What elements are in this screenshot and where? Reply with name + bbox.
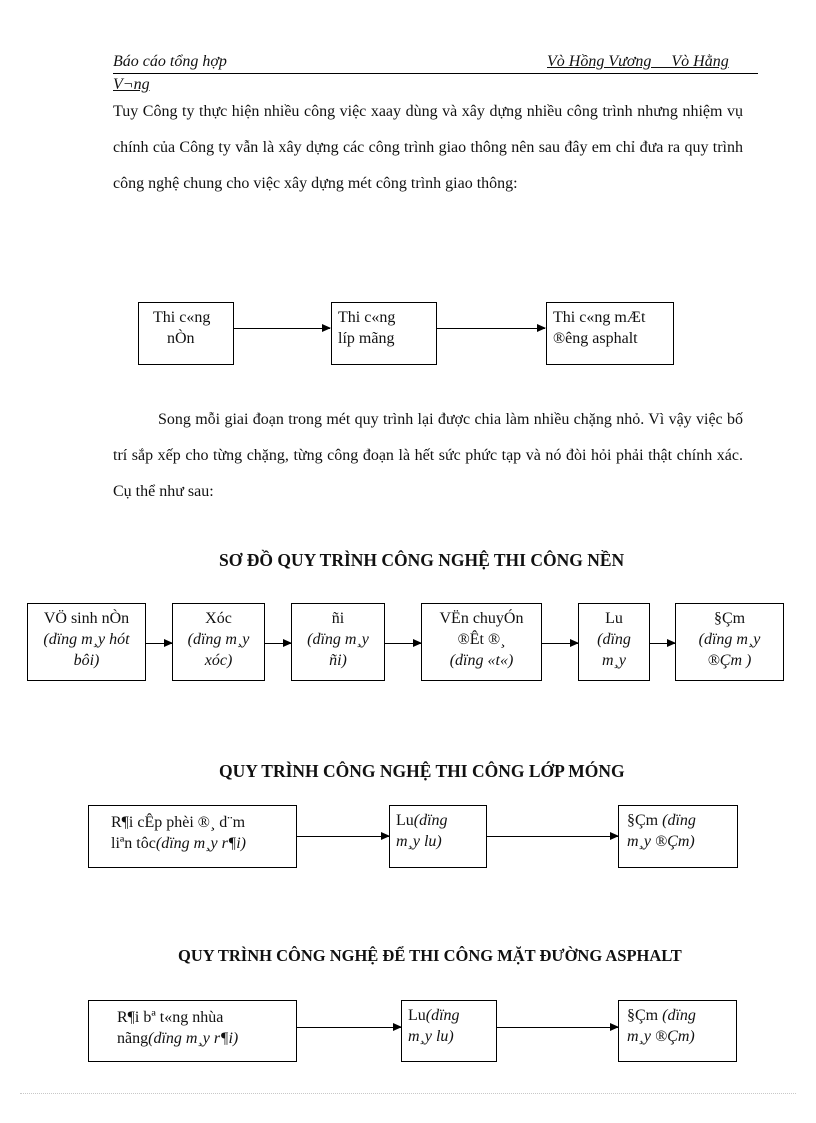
step-text <box>111 833 290 854</box>
step-note: (dïng m¸y r¶i) <box>148 1030 239 1047</box>
step-main: Lu <box>605 610 623 627</box>
overview-step-surface <box>546 302 674 365</box>
arrow-right-icon <box>650 643 675 644</box>
arrow-right-icon <box>146 643 172 644</box>
step-text-part: liªn tôc <box>111 835 156 852</box>
step-text-part: §Çm <box>627 1007 663 1024</box>
section-title-base: QUY TRÌNH CÔNG NGHỆ THI CÔNG LỚP MÓNG <box>219 761 625 781</box>
step-note: m¸y ®Çm) <box>627 1028 695 1045</box>
second-paragraph: Song mỗi giai đoạn trong mét quy trình lại được chia làm nhiều chặng nhỏ. Vì vậy việc bố trí sắp xếp cho từng chặng, từng công đoạn là hết sức phức tạp và nó đòi hỏi phải thật chính xác. Cụ thể như sau: <box>113 411 743 500</box>
arrow-right-icon <box>297 1027 401 1028</box>
step-note: ®Êt ®¸ <box>457 631 506 648</box>
overview-step-line: nÒn <box>167 330 195 347</box>
step-text <box>117 1028 290 1049</box>
step-text <box>627 810 731 831</box>
arrow-right-icon <box>297 836 389 837</box>
step-note: (dïng m¸y r¶i) <box>155 835 246 852</box>
foundation-step-bulldoze <box>291 603 385 681</box>
arrow-right-icon <box>497 1027 618 1028</box>
section-title-foundation: SƠ ĐỒ QUY TRÌNH CÔNG NGHỆ THI CÔNG NỀN <box>219 550 625 570</box>
overview-step-line: Thi c«ng <box>338 309 396 326</box>
step-note: m¸y ®Çm) <box>627 833 695 850</box>
step-text: R¶i cÊp phèi ®¸ d¨m <box>111 814 246 831</box>
step-text-part: Lu <box>396 812 414 829</box>
overview-step-line: líp mãng <box>338 330 395 347</box>
step-text <box>408 1005 490 1026</box>
header-continuation: V¬ng <box>113 76 150 93</box>
header-left: Báo cáo tổng hợp <box>113 53 227 70</box>
arrow-right-icon <box>542 643 578 644</box>
step-main: Xóc <box>205 610 232 627</box>
step-note: (dïng <box>425 1007 460 1024</box>
step-note: (dïng <box>597 631 631 648</box>
arrow-right-icon <box>437 328 545 329</box>
step-note: xóc) <box>204 652 233 669</box>
intro-paragraph: Tuy Công ty thực hiện nhiều công việc xaay dùng và xây dựng nhiều công trình nhưng nhiệm vụ chính của Công ty vẫn là xây dựng các công trình giao thông nên sau đây em chỉ đưa ra quy trình công nghệ chung cho việc xây dựng mét công trình giao thông: <box>113 103 743 192</box>
step-text <box>396 810 480 831</box>
step-note: bôi) <box>73 652 100 669</box>
overview-step-line: ®êng asphalt <box>553 330 638 347</box>
foundation-step-compact <box>675 603 784 681</box>
base-step-spread <box>88 805 297 868</box>
section-title-surface: QUY TRÌNH CÔNG NGHỆ ĐỂ THI CÔNG MẶT ĐƯỜNG ASPHALT <box>178 946 682 965</box>
step-note: ñi) <box>329 652 347 669</box>
step-text-part: §Çm <box>627 812 663 829</box>
footer-rule <box>20 1093 796 1094</box>
step-note: (dïng m¸y <box>187 631 250 648</box>
step-text-part: Lu <box>408 1007 426 1024</box>
overview-step-line: Thi c«ng mÆt <box>553 309 646 326</box>
surface-step-roll <box>401 1000 497 1062</box>
step-note: m¸y lu) <box>408 1028 454 1045</box>
step-main: VÖ sinh nÒn <box>43 610 130 627</box>
step-main: §Çm <box>713 610 746 627</box>
step-main: VËn chuyÓn <box>439 610 524 627</box>
step-text: R¶i bª t«ng nhùa <box>117 1009 224 1026</box>
step-note: (dïng <box>413 812 448 829</box>
base-step-compact <box>618 805 738 868</box>
arrow-right-icon <box>385 643 421 644</box>
overview-step-foundation <box>138 302 234 365</box>
header-right: Vò Hồng Vương Vò Hằng <box>547 53 729 70</box>
step-text <box>627 1005 730 1026</box>
overview-step-line: Thi c«ng <box>153 309 211 326</box>
overview-step-base <box>331 302 437 365</box>
step-note: (dïng m¸y <box>698 631 761 648</box>
arrow-right-icon <box>487 836 618 837</box>
step-note: (dïng m¸y <box>307 631 369 648</box>
foundation-step-roll <box>578 603 650 681</box>
step-note: m¸y <box>602 652 626 669</box>
base-step-roll <box>389 805 487 868</box>
arrow-right-icon <box>265 643 291 644</box>
step-text-part: nãng <box>117 1030 149 1047</box>
step-main: ñi <box>331 610 345 627</box>
step-note: (dïng «t«) <box>449 652 514 669</box>
step-note: m¸y lu) <box>396 833 442 850</box>
step-note: (dïng <box>662 1007 696 1024</box>
arrow-right-icon <box>234 328 330 329</box>
surface-step-spread <box>88 1000 297 1062</box>
step-note: ®Çm ) <box>707 652 752 669</box>
foundation-step-scoop <box>172 603 265 681</box>
foundation-step-transport <box>421 603 542 681</box>
header-rule <box>113 73 758 74</box>
step-note: (dïng m¸y hót <box>43 631 130 648</box>
surface-step-compact <box>618 1000 737 1062</box>
foundation-step-clean <box>27 603 146 681</box>
step-note: (dïng <box>662 812 696 829</box>
